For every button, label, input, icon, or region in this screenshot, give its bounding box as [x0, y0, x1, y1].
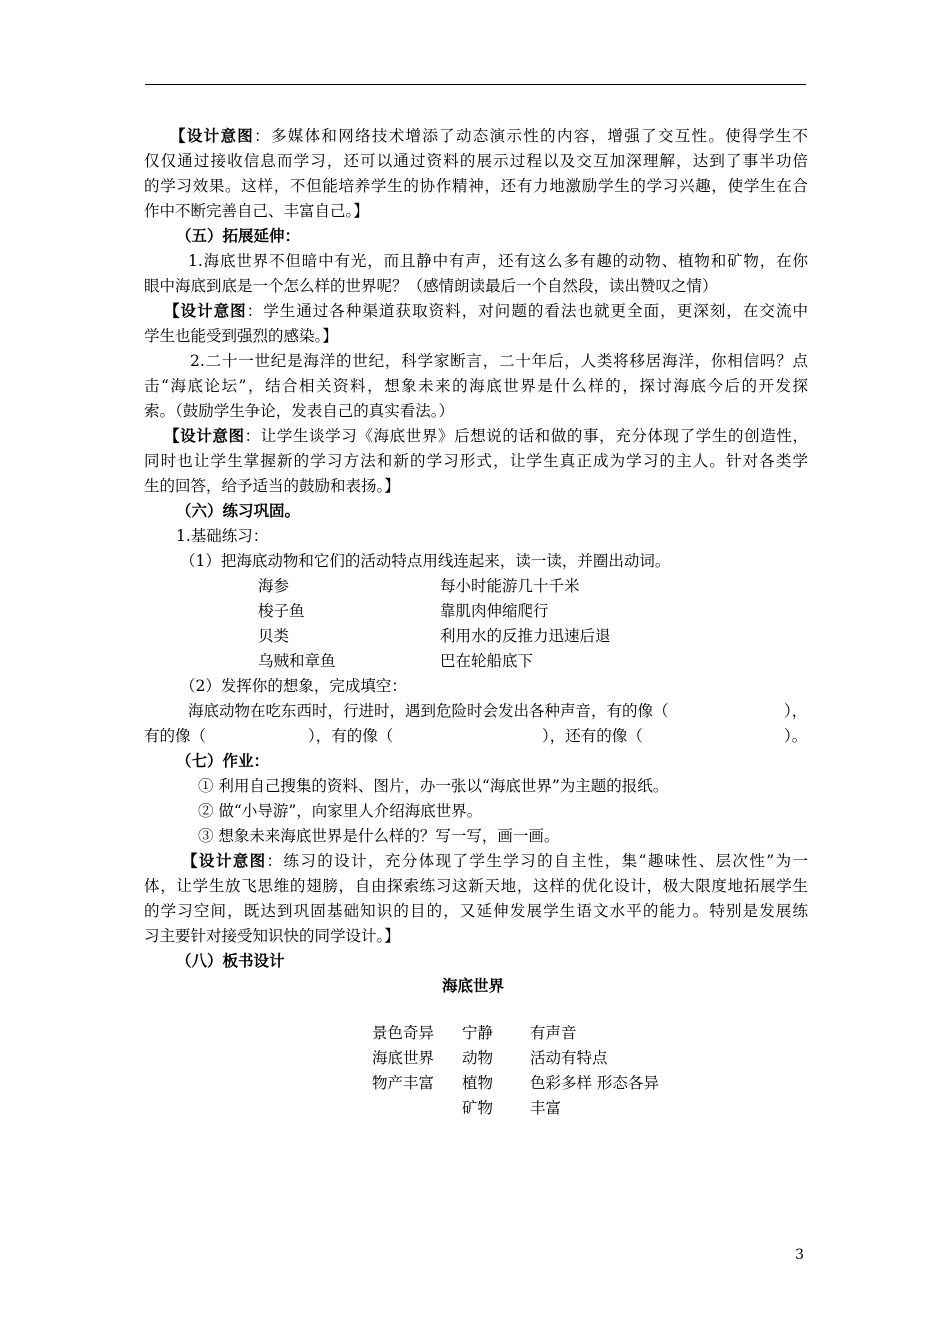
- homework-item: ① 利用自己搜集的资料、图片，办一张以“海底世界”为主题的报纸。: [198, 777, 669, 795]
- section-heading-5: （五）拓展延伸：: [176, 226, 301, 245]
- section-heading-6: （六）练习巩固。: [176, 501, 301, 520]
- board-cell: 宁静: [462, 1024, 494, 1042]
- animal-item: 贝类: [258, 627, 290, 645]
- paragraph: 索。（鼓励学生争论，发表自己的真实看法。）: [144, 402, 455, 420]
- feature-item: 每小时能游几十千米: [440, 577, 580, 595]
- intent-text: 体，让学生放飞思维的翅膀，自由探索练习这新天地，这样的优化设计，极大限度地拓展学生: [144, 877, 808, 895]
- board-cell: 丰富: [530, 1099, 562, 1117]
- board-cell: 动物: [462, 1049, 494, 1067]
- intent-text: ：让学生谈学习《海底世界》后想说的话和做的事，充分体现了学生的创造性，: [244, 427, 808, 445]
- paragraph: 眼中海底到底是一个怎么样的世界呢？（感情朗读最后一个自然段，读出赞叹之情）: [144, 277, 718, 295]
- homework-item: ② 做“小导游”，向家里人介绍海底世界。: [198, 802, 483, 820]
- question-2: （2）发挥你的想象，完成填空：: [180, 677, 407, 695]
- intent-text: 的学习空间，既达到巩固基础知识的目的，又延伸发展学生语文水平的能力。特别是发展练: [144, 902, 808, 920]
- board-title: 海底世界: [442, 976, 505, 995]
- fill-text: 有的像（: [144, 727, 207, 745]
- paragraph: 1.海底世界不但暗中有光，而且静中有声，还有这么多有趣的动物、植物和矿物，在你: [188, 252, 808, 270]
- intent-label: 【设计意图: [164, 426, 245, 445]
- board-cell: 植物: [462, 1074, 494, 1092]
- fill-text: ），有的像（: [308, 727, 394, 745]
- intent-text: ：练习的设计，充分体现了学生学习的自主性，集“趣味性、层次性”为一: [266, 852, 808, 870]
- page-number: 3: [795, 1247, 804, 1263]
- board-cell: 物产丰富: [372, 1074, 435, 1092]
- intent-text: 生的回答，给予适当的鼓励和表扬。】: [144, 477, 400, 495]
- header-rule: [145, 84, 806, 85]
- fill-text: ），: [784, 702, 808, 720]
- intent-label: 【设计意图: [164, 301, 247, 320]
- intent-label: 【设计意图: [182, 851, 267, 870]
- board-cell: 色彩多样 形态各异: [530, 1074, 659, 1092]
- feature-item: 靠肌肉伸缩爬行: [440, 602, 549, 620]
- paragraph: 击“海底论坛”，结合相关资料，想象未来的海底世界是什么样的，探讨海底今后的开发探: [144, 377, 808, 395]
- board-cell: 景色奇异: [372, 1024, 435, 1042]
- intent-text: ：多媒体和网络技术增添了动态演示性的内容，增强了交互性。使得学生不: [254, 127, 808, 145]
- animal-item: 梭子鱼: [258, 602, 305, 620]
- fill-text: ），还有的像（: [542, 727, 643, 745]
- board-cell: 活动有特点: [530, 1049, 608, 1067]
- intent-text: 作中不断完善自己、丰富自己。】: [144, 202, 369, 220]
- intent-text: 学生也能受到强烈的感染。】: [144, 327, 338, 345]
- intent-text: ：学生通过各种渠道获取资料，对问题的看法也就更全面，更深刻，在交流中: [246, 302, 808, 320]
- animal-item: 乌贼和章鱼: [258, 652, 336, 670]
- intent-text: 习主要针对接受知识快的同学设计。】: [144, 927, 400, 945]
- feature-item: 巴在轮船底下: [440, 652, 534, 670]
- board-cell: 有声音: [530, 1024, 577, 1042]
- intent-text: 的学习效果。这样，不但能培养学生的协作精神，还有力地激励学生的学习兴趣，使学生在合: [144, 177, 808, 195]
- intent-text: 仅仅通过接收信息而学习，还可以通过资料的展示过程以及交互加深理解，达到了事半功倍: [144, 152, 808, 170]
- board-cell: 海底世界: [372, 1049, 435, 1067]
- fill-text: 海底动物在吃东西时，行进时，遇到危险时会发出各种声音，有的像（: [188, 702, 669, 720]
- intent-label: 【设计意图: [170, 126, 255, 145]
- animal-item: 海参: [258, 577, 290, 595]
- section-heading-8: （八）板书设计: [176, 951, 285, 970]
- homework-item: ③ 想象未来海底世界是什么样的？写一写，画一画。: [198, 827, 560, 845]
- feature-item: 利用水的反推力迅速后退: [440, 627, 611, 645]
- sub-heading: 1.基础练习：: [176, 527, 269, 545]
- board-cell: 矿物: [462, 1099, 494, 1117]
- fill-text: ）。: [784, 727, 808, 745]
- intent-text: 同时也让学生掌握新的学习方法和新的学习形式，让学生真正成为学习的主人。针对各类学: [144, 452, 808, 470]
- section-heading-7: （七）作业：: [176, 751, 270, 770]
- paragraph: 2.二十一世纪是海洋的世纪，科学家断言，二十年后，人类将移居海洋，你相信吗？点: [190, 352, 808, 370]
- question-1: （1）把海底动物和它们的活动特点用线连起来，读一读，并圈出动词。: [180, 552, 671, 570]
